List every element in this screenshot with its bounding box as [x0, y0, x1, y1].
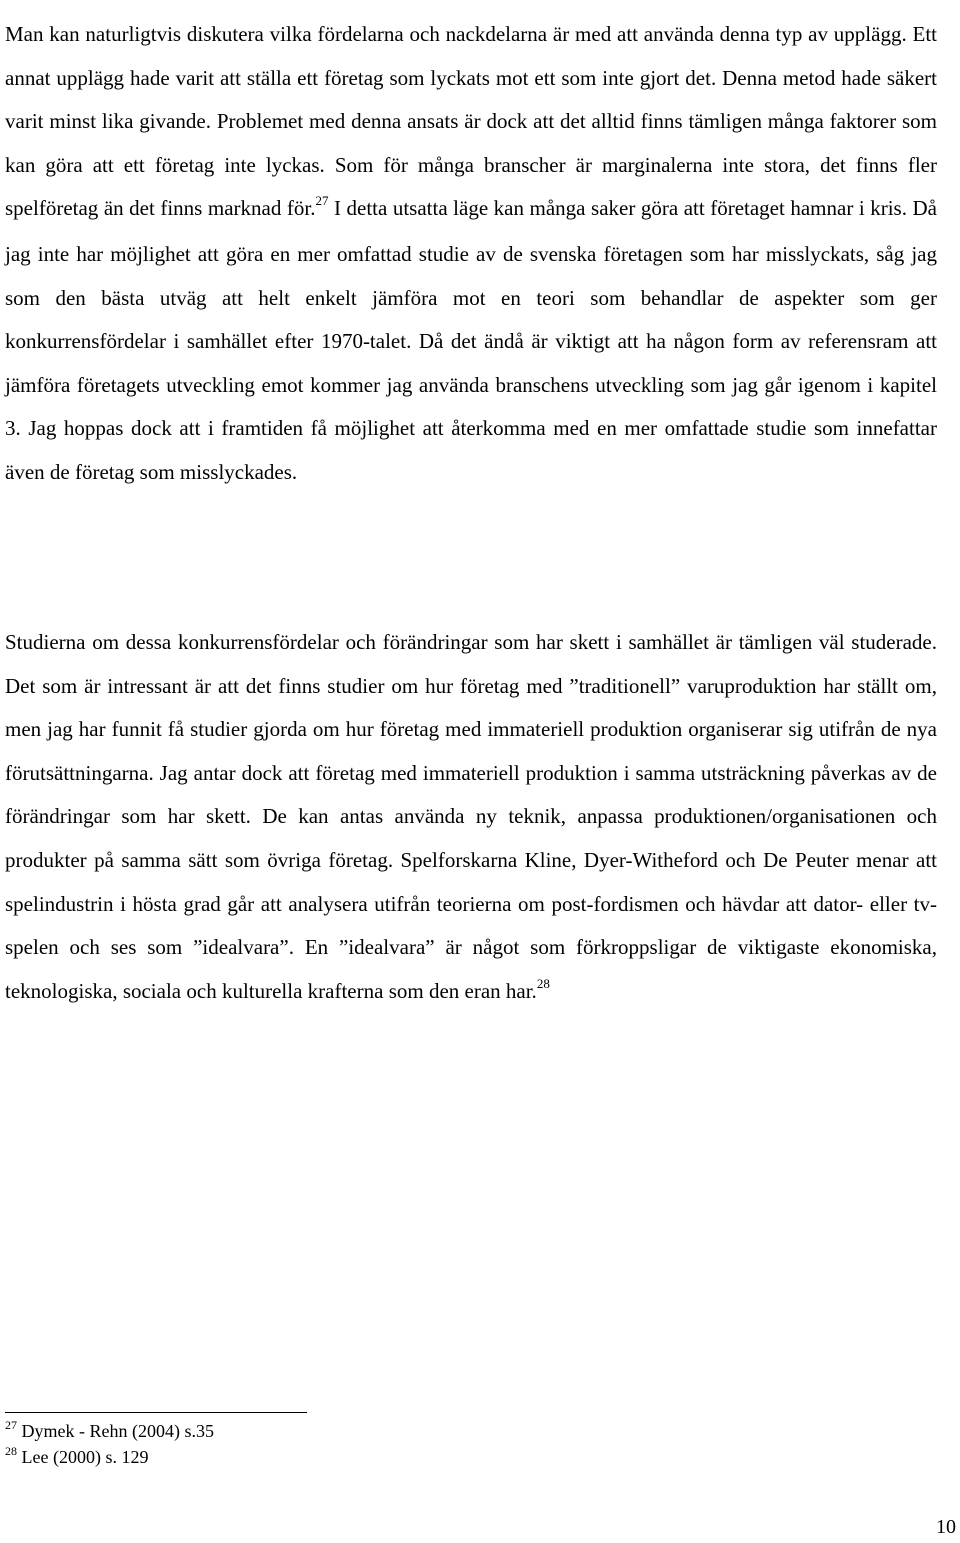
footnote-ref-27[interactable]: 27 [315, 193, 329, 209]
footnote-number: 27 [5, 1418, 17, 1432]
footnote-ref-28[interactable]: 28 [536, 975, 550, 991]
body-paragraph-1 [5, 13, 937, 495]
page-number: 10 [936, 1516, 956, 1538]
footnote-27 [5, 1419, 605, 1445]
footnotes [5, 1419, 605, 1471]
footnote-28 [5, 1445, 605, 1471]
footnote-text: Dymek - Rehn (2004) s.35 [21, 1421, 214, 1441]
body-paragraph-2 [5, 621, 937, 1015]
paragraph-1-text-b: I detta utsatta läge kan många saker göra att företaget hamnar i kris. Då jag inte har möjlighet att göra en mer omfattad studie av de svenska företagen som har misslyckats, såg jag som den bästa utväg att helt enkelt jämföra mot en teori som behandlar de aspekter som ger konkurrensfördelar i samhället efter 1970-talet. Då det ändå är viktigt att ha någon form av referensram att jämföra företagets utveckling emot kommer jag använda branschens utveckling som jag går igenom i kapitel 3. Jag hoppas dock att i framtiden få möjlighet att återkomma med en mer omfattade studie som innefattar även de företag som misslyckades. [5, 196, 937, 484]
paragraph-1-text-a: Man kan naturligtvis diskutera vilka fördelarna och nackdelarna är med att använda denna typ av upplägg. Ett annat upplägg hade varit att ställa ett företag som lyckats mot ett som inte gjort det. Denna metod hade säkert varit minst lika givande. Problemet med denna ansats är dock att det alltid finns tämligen många faktorer som kan göra att ett företag inte lyckas. Som för många branscher är marginalerna inte stora, det finns fler spelföretag än det finns marknad för. [5, 22, 937, 221]
footnote-number: 28 [5, 1444, 17, 1458]
footnote-text: Lee (2000) s. 129 [21, 1447, 149, 1467]
paragraph-2-text-a: Studierna om dessa konkurrensfördelar och förändringar som har skett i samhället är tämligen väl studerade. Det som är intressant är att det finns studier om hur företag med ”traditionell” varuproduktion har ställt om, men jag har funnit få studier gjorda om hur företag med immateriell produktion organiserar sig utifrån de nya förutsättningarna. Jag antar dock att företag med immateriell produktion i samma utsträckning påverkas av de förändringar som har skett. De kan antas använda ny teknik, anpassa produktionen/organisationen och produkter på samma sätt som övriga företag. Spelforskarna Kline, Dyer-Witheford och De Peuter menar att spelindustrin i hösta grad går att analysera utifrån teorierna om post-fordismen och hävdar att dator- eller tv-spelen och ses som ”idealvara”. En ”idealvara” är något som förkroppsligar de viktigaste ekonomiska, teknologiska, sociala och kulturella krafterna som den eran har. [5, 630, 937, 1003]
footnote-separator [5, 1412, 307, 1413]
